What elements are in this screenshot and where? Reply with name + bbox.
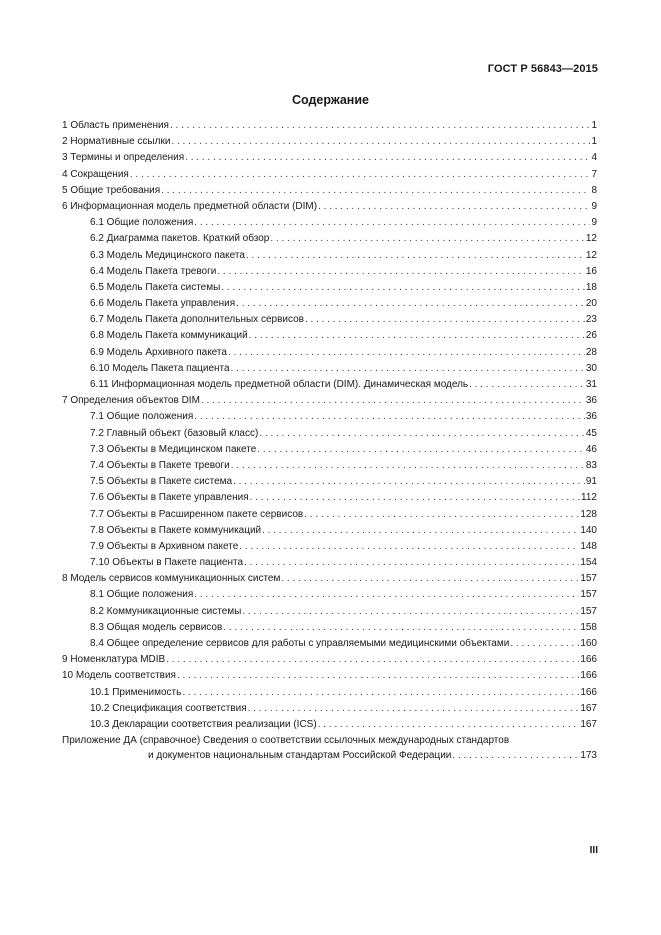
table-of-contents [62, 118, 597, 764]
toc-entry-title: 4 Сокращения [62, 168, 129, 180]
toc-entry-title: 7.1 Общие положения [90, 411, 194, 423]
toc-entry-title: 6.4 Модель Пакета тревоги [90, 265, 217, 277]
toc-entry-title: 1 Область применения [62, 120, 169, 131]
page-number: III [589, 845, 598, 856]
toc-entry-page: 18 [585, 281, 597, 293]
toc-entry[interactable] [62, 167, 597, 183]
toc-entry[interactable] [62, 685, 597, 701]
toc-entry[interactable] [62, 571, 597, 587]
toc-entry-page: 1 [591, 136, 597, 148]
dot-leader [170, 118, 590, 134]
toc-entry-page: 26 [585, 330, 597, 342]
dot-leader [233, 474, 585, 490]
dot-leader [223, 620, 579, 636]
toc-entry-page: 157 [580, 605, 597, 617]
toc-appendix-title: Приложение ДА (справочное) Сведения о соответствии ссылочных международных стандартов [62, 735, 510, 747]
toc-entry[interactable] [62, 458, 597, 474]
toc-entry-title: 7.2 Главный объект (базовый класс) [90, 427, 259, 439]
toc-entry[interactable] [62, 312, 597, 328]
toc-entry[interactable] [62, 701, 597, 717]
toc-entry-title: 7.3 Объекты в Медицинском пакете [90, 443, 257, 455]
toc-entry[interactable] [62, 409, 597, 425]
dot-leader [452, 748, 579, 764]
dot-leader [185, 150, 590, 166]
toc-entry-page: 36 [585, 411, 597, 423]
toc-entry[interactable] [62, 328, 597, 344]
dot-leader [262, 523, 579, 539]
toc-entry[interactable] [62, 555, 597, 571]
toc-entry[interactable] [62, 620, 597, 636]
dot-leader [318, 717, 580, 733]
dot-leader [244, 555, 579, 571]
toc-entry-title: 6.10 Модель Пакета пациента [90, 362, 230, 374]
toc-entry[interactable] [62, 345, 597, 361]
toc-entry-page: 128 [580, 508, 597, 520]
toc-entry[interactable] [62, 587, 597, 603]
dot-leader [510, 636, 579, 652]
dot-leader [239, 539, 579, 555]
toc-entry[interactable] [62, 507, 597, 523]
dot-leader [231, 361, 585, 377]
toc-entry-title: 6.7 Модель Пакета дополнительных сервисов [90, 314, 304, 326]
toc-entry-page: 9 [591, 217, 597, 229]
toc-entry-title: 10.2 Спецификация соответствия [90, 702, 247, 714]
toc-entry-page: 157 [580, 573, 597, 585]
toc-entry-title: 6.6 Модель Пакета управления [90, 298, 236, 310]
dot-leader [270, 231, 585, 247]
toc-entry-title: 6.1 Общие положения [90, 217, 194, 229]
toc-entry-title: 6 Информационная модель предметной области (DIM) [62, 200, 318, 212]
dot-leader [250, 490, 580, 506]
toc-entry-page: 83 [585, 459, 597, 471]
toc-entry[interactable] [62, 150, 597, 166]
toc-entry-page: 46 [585, 443, 597, 455]
dot-leader [304, 507, 579, 523]
toc-entry-page: 166 [580, 670, 597, 682]
toc-entry-page: 158 [580, 621, 597, 633]
toc-entry-page: 91 [585, 476, 597, 488]
toc-entry[interactable] [62, 183, 597, 199]
toc-entry[interactable] [62, 118, 597, 134]
toc-entry-page: 166 [580, 654, 597, 666]
toc-entry[interactable] [62, 377, 597, 393]
toc-entry-page: 7 [591, 168, 597, 180]
toc-entry-title: 5 Общие требования [62, 184, 161, 196]
standard-header: ГОСТ Р 56843—2015 [487, 63, 598, 75]
toc-entry-page: 1 [591, 120, 597, 131]
toc-appendix-page: 173 [580, 750, 597, 762]
page-title: Содержание [291, 93, 369, 107]
toc-entry[interactable] [62, 523, 597, 539]
toc-entry[interactable] [62, 199, 597, 215]
toc-entry-page: 157 [580, 589, 597, 601]
toc-entry-title: 6.9 Модель Архивного пакета [90, 346, 227, 358]
dot-leader [248, 701, 580, 717]
dot-leader [305, 312, 585, 328]
toc-entry[interactable] [62, 636, 597, 652]
dot-leader [242, 604, 579, 620]
toc-entry-page: 167 [580, 718, 597, 730]
toc-entry-title: 7.8 Объекты в Пакете коммуникаций [90, 524, 262, 536]
toc-entry-page: 166 [580, 686, 597, 698]
toc-entry[interactable] [62, 442, 597, 458]
toc-entry[interactable] [62, 264, 597, 280]
dot-leader [221, 280, 585, 296]
toc-entry-page: 23 [585, 314, 597, 326]
toc-entry-title: 6.3 Модель Медицинского пакета [90, 249, 245, 261]
toc-entry-page: 12 [585, 233, 597, 245]
toc-entry-page: 12 [585, 249, 597, 261]
dot-leader [194, 587, 579, 603]
toc-entry[interactable] [62, 474, 597, 490]
toc-entry-page: 20 [585, 298, 597, 310]
dot-leader [257, 442, 585, 458]
toc-entry-title: 7.5 Объекты в Пакете система [90, 476, 233, 488]
toc-entry-title: 6.11 Информационная модель предметной области (DIM). Динамическая модель [90, 379, 469, 390]
toc-entry-title: 8 Модель сервисов коммуникационных систем [62, 573, 281, 585]
toc-appendix-line1 [62, 733, 597, 748]
dot-leader [259, 426, 585, 442]
dot-leader [130, 167, 591, 183]
toc-entry-title: 7.9 Объекты в Архивном пакете [90, 540, 239, 552]
toc-entry-title: 10.3 Декларации соответствия реализации (ICS) [90, 718, 317, 730]
toc-entry[interactable] [62, 361, 597, 377]
toc-entry-page: 9 [591, 200, 597, 212]
toc-entry-page: 140 [580, 524, 597, 536]
toc-entry[interactable] [62, 296, 597, 312]
toc-entry-page: 16 [585, 265, 597, 277]
toc-entry-title: 8.1 Общие положения [90, 589, 194, 601]
dot-leader [231, 458, 585, 474]
dot-leader [201, 393, 585, 409]
toc-entry[interactable] [62, 248, 597, 264]
toc-entry-page: 8 [591, 184, 597, 196]
dot-leader [249, 328, 585, 344]
dot-leader [194, 215, 590, 231]
toc-entry-title: 6.8 Модель Пакета коммуникаций [90, 330, 248, 342]
toc-entry-title: 7.10 Объекты в Пакете пациента [90, 557, 244, 569]
toc-entry[interactable] [62, 426, 597, 442]
toc-entry[interactable] [62, 215, 597, 231]
toc-entry[interactable] [62, 393, 597, 409]
toc-entry-title: 3 Термины и определения [62, 152, 185, 164]
toc-entry-title: 6.2 Диаграмма пакетов. Краткий обзор [90, 233, 270, 245]
dot-leader [166, 652, 579, 668]
toc-entry[interactable] [62, 604, 597, 620]
toc-entry-page: 112 [581, 492, 597, 504]
dot-leader [182, 685, 579, 701]
dot-leader [217, 264, 585, 280]
toc-entry-page: 28 [585, 346, 597, 358]
toc-entry-title: 9 Номенклатура MDIB [62, 654, 166, 666]
dot-leader [161, 183, 590, 199]
toc-entry-page: 31 [585, 379, 597, 390]
dot-leader [236, 296, 585, 312]
toc-entry-page: 167 [580, 702, 597, 714]
dot-leader [281, 571, 579, 587]
toc-appendix-subtitle: и документов национальным стандартам Российской Федерации [148, 750, 452, 762]
dot-leader [228, 345, 585, 361]
toc-entry[interactable] [62, 231, 597, 247]
toc-entry-page: 30 [585, 362, 597, 374]
toc-entry-title: 7.7 Объекты в Расширенном пакете сервисов [90, 508, 304, 520]
toc-entry[interactable] [62, 668, 597, 684]
toc-entry[interactable] [62, 134, 597, 150]
toc-entry-title: 8.2 Коммуникационные системы [90, 605, 242, 617]
toc-entry-title: 10.1 Применимость [90, 686, 182, 698]
toc-entry-title: 10 Модель соответствия [62, 670, 176, 682]
toc-entry[interactable] [62, 280, 597, 296]
toc-entry-page: 160 [580, 638, 597, 649]
toc-entry-title: 7.4 Объекты в Пакете тревоги [90, 459, 230, 471]
toc-entry[interactable] [62, 652, 597, 668]
dot-leader [318, 199, 590, 215]
toc-entry-page: 154 [580, 557, 597, 569]
dot-leader [177, 668, 579, 684]
dot-leader [469, 377, 585, 393]
toc-entry-page: 45 [585, 427, 597, 439]
toc-entry-page: 148 [580, 540, 597, 552]
toc-entry-title: 6.5 Модель Пакета системы [90, 281, 221, 293]
toc-entry[interactable] [62, 539, 597, 555]
toc-entry-title: 7 Определения объектов DIM [62, 395, 200, 407]
toc-entry[interactable] [62, 490, 597, 506]
toc-entry[interactable] [62, 717, 597, 733]
toc-entry-title: 8.4 Общее определение сервисов для работы с управляемыми медицинскими объектами [90, 638, 510, 649]
toc-entry-title: 7.6 Объекты в Пакете управления [90, 492, 249, 504]
toc-entry-page: 36 [585, 395, 597, 407]
toc-entry-title: 2 Нормативные ссылки [62, 136, 171, 148]
dot-leader [246, 248, 585, 264]
dot-leader [171, 134, 590, 150]
toc-entry-title: 8.3 Общая модель сервисов [90, 621, 223, 633]
toc-appendix-line2[interactable] [62, 748, 597, 764]
dot-leader [194, 409, 585, 425]
toc-entry-page: 4 [591, 152, 597, 164]
